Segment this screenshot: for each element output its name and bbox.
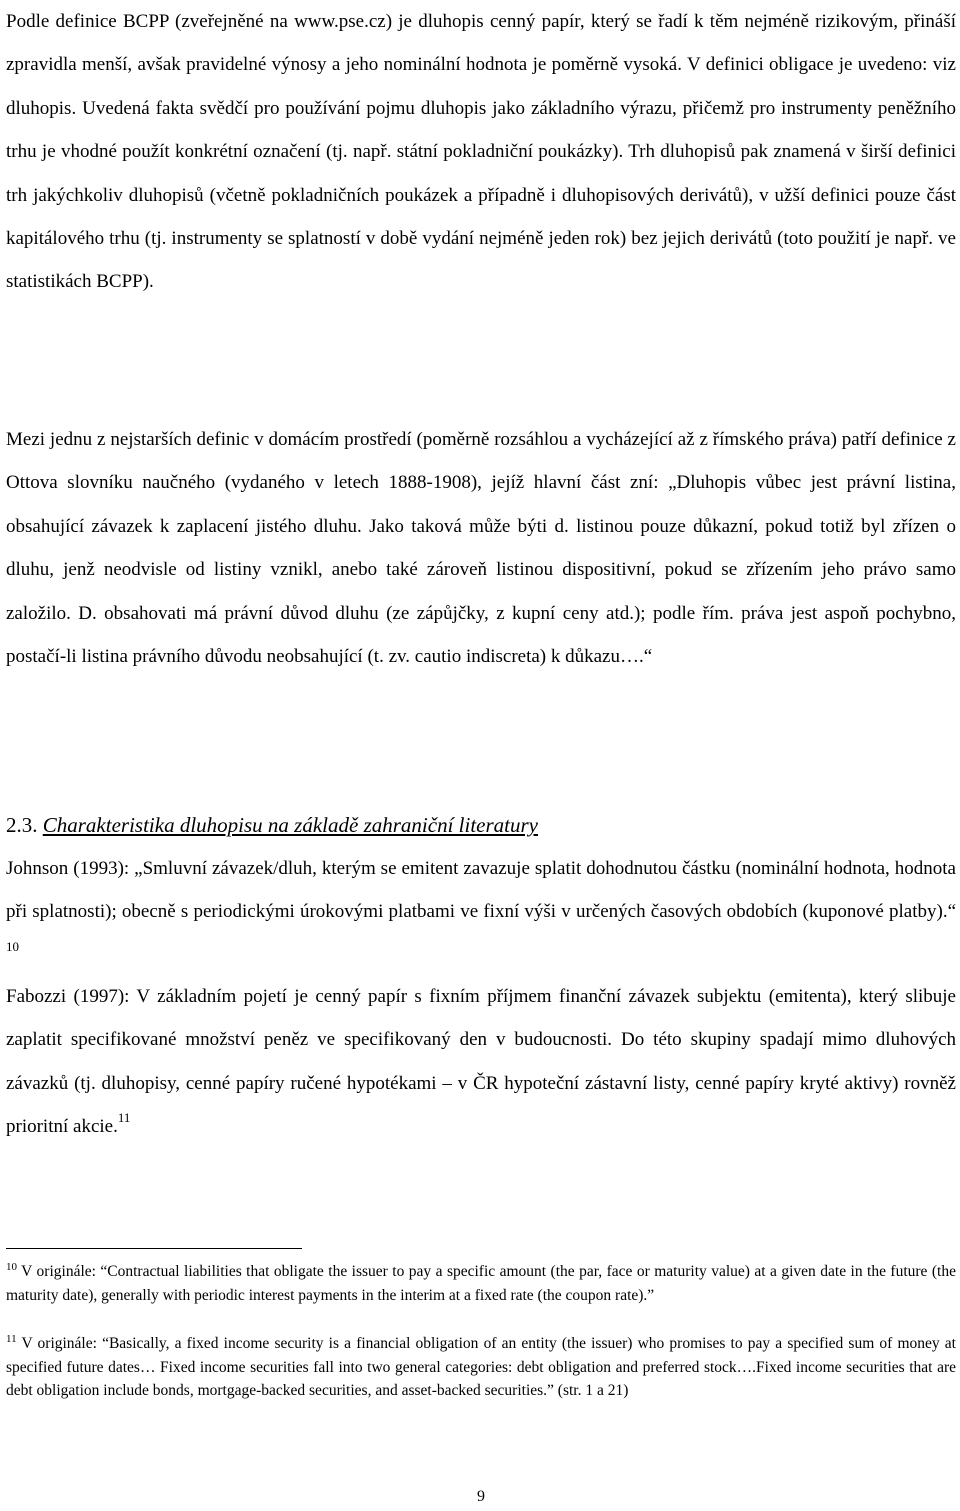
section-number: 2.3.	[6, 813, 38, 837]
footnote-ref-11[interactable]: 11	[117, 1110, 131, 1126]
paragraph-fabozzi-text: Fabozzi (1997): V základním pojetí je cenný papír s fixním příjmem finanční závazek subjektu (emitenta), který slibuje zaplatit specifikované množství peněz ve specifikovaný den v budoucnosti. Do této skupiny spadají mimo dluhových závazků (tj. dluhopisy, cenné papíry ručené hypotékami – v ČR hypoteční zástavní listy, cenné papíry kryté aktivy) rovněž prioritní akcie.	[6, 986, 956, 1138]
footnote-separator	[6, 1248, 302, 1249]
footnote-ref-10[interactable]: 10	[6, 938, 19, 954]
paragraph-johnson	[6, 847, 956, 977]
footnote-10	[6, 1260, 956, 1307]
footnote-text: V originále: “Contractual liabilities that obligate the issuer to pay a specific amount (the par, face or maturity value) at a given date in the future (the maturity date), generally with periodic interest payments in the interim at a fixed rate (the coupon rate).”	[6, 1263, 956, 1304]
paragraph-ottuv-slovnik: Mezi jednu z nejstarších definic v domácím prostředí (poměrně rozsáhlou a vycházející až z římského práva) patří definice z Ottova slovníku naučného (vydaného v letech 1888-1908), jejíž hlavní část zní: „Dluhopis vůbec jest právní listina, obsahující závazek k zaplacení jistého dluhu. Jako taková může býti d. listinou pouze důkazní, pokud totiž byl zřízen o dluhu, jenž neodvisle od listiny vznikl, anebo také zároveň listinou dispositivní, pokud se zřízením jeho právo samo založilo. D. obsahovati má právní důvod dluhu (ze zápůjčky, z kupní ceny atd.); podle řím. práva jest aspoň pochybno, postačí-li listina právního důvodu neobsahující (t. zv. cautio indiscreta) k důkazu….“	[6, 429, 956, 668]
paragraph-fabozzi	[6, 975, 956, 1149]
page-number: 9	[477, 1488, 485, 1505]
footnote-number: 11	[6, 1333, 17, 1345]
section-title: Charakteristika dluhopisu na základě zahraniční literatury	[42, 813, 538, 837]
paragraph-johnson-text: Johnson (1993): „Smluvní závazek/dluh, kterým se emitent zavazuje splatit dohodnutou částku (nominální hodnota, hodnota při splatnosti); obecně s periodickými úrokovými platbami ve fixní výši v určených časových obdobích (kuponové platby).“	[6, 858, 956, 923]
footnote-11	[6, 1332, 956, 1403]
paragraph-bcpp-definition: Podle definice BCPP (zveřejněné na www.pse.cz) je dluhopis cenný papír, který se řadí k těm nejméně rizikovým, přináší zpravidla menší, avšak pravidelné výnosy a jeho nominální hodnota je poměrně vysoká. V definici obligace je uvedeno: viz dluhopis. Uvedená fakta svědčí pro používání pojmu dluhopis jako základního výrazu, přičemž pro instrumenty peněžního trhu je vhodné použít konkrétní označení (tj. např. státní pokladniční poukázky). Trh dluhopisů pak znamená v širší definici trh jakýchkoliv dluhopisů (včetně pokladničních poukázek a případně i dluhopisových derivátů), v užší definici pouze část kapitálového trhu (tj. instrumenty se splatností v době vydání nejméně jeden rok) bez jejich derivátů (toto použití je např. ve statistikách BCPP).	[6, 11, 956, 293]
footnote-text: V originále: “Basically, a fixed income security is a financial obligation of an entity (the issuer) who promises to pay a specified sum of money at specified future dates… Fixed income securities fall into two general categories: debt obligation and preferred stock….Fixed income securities that are debt obligation include bonds, mortgage-backed securities, and asset-backed securities.” (str. 1 a 21)	[6, 1335, 956, 1399]
section-heading	[6, 804, 538, 847]
footnote-number: 10	[6, 1261, 17, 1273]
